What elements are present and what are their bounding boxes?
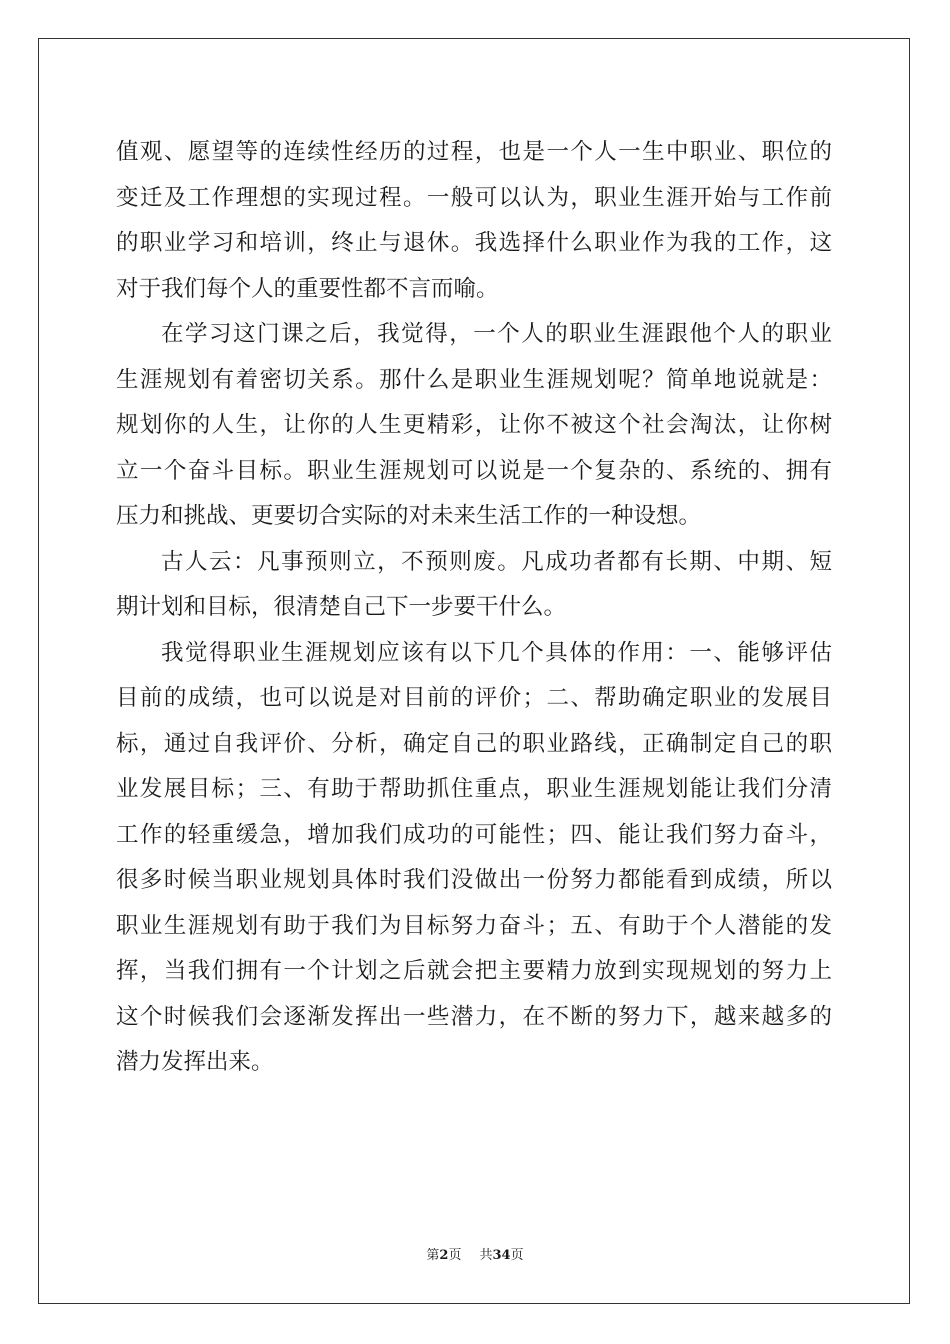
page-footer (0, 1248, 950, 1264)
text-line: 古人云：凡事预则立，不预则废。凡成功者都有长期、中期、短 (161, 548, 832, 575)
footer-total-prefix: 共 (479, 1248, 493, 1263)
text-line: 工作的轻重缓急，增加我们成功的可能性；四、能让我们努力奋斗， (116, 821, 832, 848)
text-line: 变迁及工作理想的实现过程。一般可以认为，职业生涯开始与工作前 (116, 184, 832, 211)
text-line: 很多时候当职业规划具体时我们没做出一份努力都能看到成绩，所以 (116, 867, 832, 893)
text-line: 立一个奋斗目标。职业生涯规划可以说是一个复杂的、系统的、拥有 (116, 457, 832, 484)
text-line: 挥，当我们拥有一个计划之后就会把主要精力放到实现规划的努力上 (116, 958, 832, 984)
text-line: 标，通过自我评价、分析，确定自己的职业路线，正确制定自己的职 (116, 730, 832, 757)
text-line: 潜力发挥出来。 (116, 1049, 274, 1075)
text-line: 的职业学习和培训，终止与退休。我选择什么职业作为我的工作，这 (116, 230, 832, 256)
footer-total-suffix: 页 (510, 1248, 524, 1263)
footer-page-suffix: 页 (448, 1248, 462, 1263)
text-line: 对于我们每个人的重要性都不言而喻。 (116, 275, 499, 302)
text-line: 目前的成绩，也可以说是对目前的评价；二、帮助确定职业的发展目 (116, 685, 832, 711)
text-line: 压力和挑战、更要切合实际的对未来生活工作的一种设想。 (116, 503, 702, 529)
footer-page-prefix: 第 (426, 1248, 440, 1263)
text-line: 这个时候我们会逐渐发挥出一些潜力，在不断的努力下，越来越多的 (116, 1003, 832, 1030)
current-page-number: 2 (439, 1248, 449, 1263)
text-line: 规划你的人生，让你的人生更精彩，让你不被这个社会淘汰，让你树 (116, 412, 832, 438)
text-line: 生涯规划有着密切关系。那什么是职业生涯规划呢？简单地说就是： (116, 366, 832, 393)
text-line: 期计划和目标，很清楚自己下一步要干什么。 (116, 594, 567, 620)
text-line: 在学习这门课之后，我觉得，一个人的职业生涯跟他个人的职业 (161, 321, 832, 347)
text-line: 职业生涯规划有助于我们为目标努力奋斗；五、有助于个人潜能的发 (116, 912, 832, 939)
total-pages-number: 34 (492, 1248, 511, 1263)
text-line: 值观、愿望等的连续性经历的过程，也是一个人一生中职业、职位的 (116, 139, 832, 165)
text-line: 我觉得职业生涯规划应该有以下几个具体的作用：一、能够评估 (161, 639, 832, 666)
document-body (116, 130, 832, 1086)
text-line: 业发展目标；三、有助于帮助抓住重点，职业生涯规划能让我们分清 (116, 776, 832, 802)
